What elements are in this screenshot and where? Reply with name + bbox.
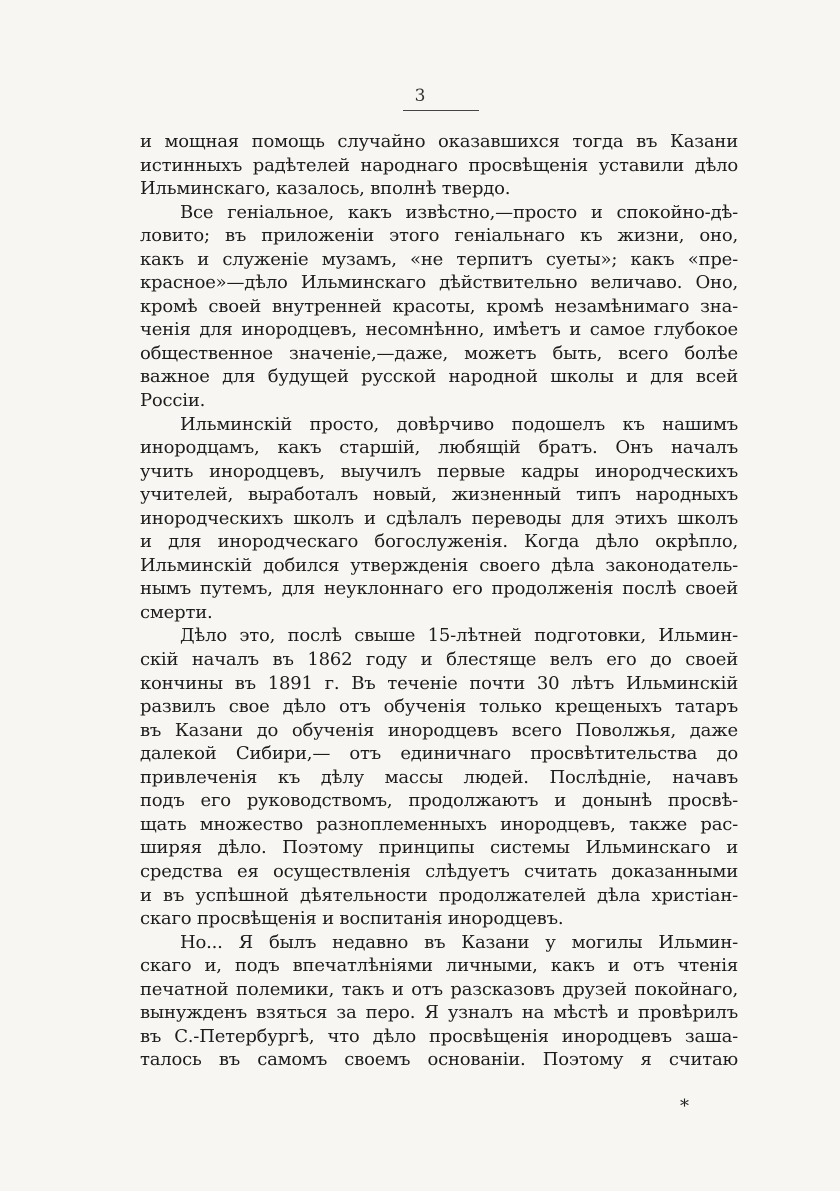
text-line: общественное значеніе,—даже, можетъ быть, всего болѣе xyxy=(140,342,738,364)
page-number-rule xyxy=(403,110,479,111)
text-line: учителей, выработалъ новый, жизненный типъ народныхъ xyxy=(140,484,738,506)
body-text xyxy=(140,130,738,1072)
paragraph xyxy=(140,931,738,1072)
text-line: Ильминскій добился утвержденія своего дѣла законодатель- xyxy=(140,554,738,576)
text-line: Все геніальное, какъ извѣстно,—просто и спокойно-дѣ- xyxy=(180,201,738,223)
text-line: въ С.-Петербургѣ, что дѣло просвѣщенія инородцевъ заша- xyxy=(140,1025,738,1047)
text-line: Россіи. xyxy=(140,390,206,412)
text-line: учить инородцевъ, выучилъ первые кадры инородческихъ xyxy=(140,460,738,482)
text-line: инородцамъ, какъ старшій, любящій братъ. Онъ началъ xyxy=(140,437,738,459)
text-line: ченія для инородцевъ, несомнѣнно, имѣетъ и самое глубокое xyxy=(140,319,738,341)
text-line: кончины въ 1891 г. Въ теченіе почти 30 лѣтъ Ильминскій xyxy=(140,672,738,694)
text-line: скаго просвѣщенія и воспитанія инородцевъ. xyxy=(140,908,564,930)
paragraph xyxy=(140,130,738,201)
text-line: кромѣ своей внутренней красоты, кромѣ незамѣнимаго зна- xyxy=(140,295,738,317)
text-line: талось въ самомъ своемъ основаніи. Поэтому я считаю xyxy=(140,1049,738,1071)
text-line: вынужденъ взяться за перо. Я узналъ на мѣстѣ и провѣрилъ xyxy=(140,1002,738,1024)
text-line: подъ его руководствомъ, продолжаютъ и донынѣ просвѣ- xyxy=(140,790,738,812)
text-line: Но... Я былъ недавно въ Казани у могилы Ильмин- xyxy=(180,931,738,953)
text-line: инородческихъ школъ и сдѣлалъ переводы для этихъ школъ xyxy=(140,507,738,529)
text-line: и для инородческаго богослуженія. Когда дѣло окрѣпло, xyxy=(140,531,738,553)
text-line: щать множество разноплеменныхъ инородцевъ, также рас- xyxy=(140,813,738,835)
text-line: печатной полемики, такъ и отъ разсказовъ друзей покойнаго, xyxy=(140,978,738,1000)
paragraph xyxy=(140,413,738,625)
text-line: ловито; въ приложеніи этого геніальнаго къ жизни, оно, xyxy=(140,225,738,247)
text-line: красное»—дѣло Ильминскаго дѣйствительно величаво. Оно, xyxy=(140,272,738,294)
text-line: скій началъ въ 1862 году и блестяще велъ его до своей xyxy=(140,649,738,671)
text-line: какъ и служеніе музамъ, «не терпитъ суеты»; какъ «пре- xyxy=(140,248,738,270)
text-line: Ильминскаго, казалось, вполнѣ твердо. xyxy=(140,178,511,200)
text-line: и въ успѣшной дѣятельности продолжателей дѣла христіан- xyxy=(140,884,738,906)
text-line: важное для будущей русской народной школы и для всей xyxy=(140,366,738,388)
text-line: нымъ путемъ, для неуклоннаго его продолженія послѣ своей xyxy=(140,578,738,600)
text-line: ширяя дѣло. Поэтому принципы системы Ильминскаго и xyxy=(140,837,738,859)
text-line: скаго и, подъ впечатлѣніями личными, какъ и отъ чтенія xyxy=(140,955,738,977)
text-line: смерти. xyxy=(140,601,213,623)
paragraph xyxy=(140,624,738,930)
text-line: далекой Сибири,— отъ единичнаго просвѣтительства до xyxy=(140,743,738,765)
text-line: привлеченія къ дѣлу массы людей. Послѣдніе, начавъ xyxy=(140,766,738,788)
text-line: и мощная помощь случайно оказавшихся тогда въ Казани xyxy=(140,131,738,152)
signature-mark: * xyxy=(680,1096,689,1117)
page-number: 3 xyxy=(414,86,426,106)
text-line: Дѣло это, послѣ свыше 15-лѣтней подготовки, Ильмин- xyxy=(180,625,738,647)
text-line: Ильминскій просто, довѣрчиво подошелъ къ нашимъ xyxy=(180,413,738,435)
text-line: средства ея осуществленія слѣдуетъ считать доказанными xyxy=(140,860,738,882)
text-line: развилъ свое дѣло отъ обученія только крещеныхъ татаръ xyxy=(140,696,738,718)
text-line: истинныхъ радѣтелей народнаго просвѣщенія уставили дѣло xyxy=(140,154,738,176)
text-line: въ Казани до обученія инородцевъ всего Поволжья, даже xyxy=(140,719,738,741)
paragraph xyxy=(140,201,738,413)
